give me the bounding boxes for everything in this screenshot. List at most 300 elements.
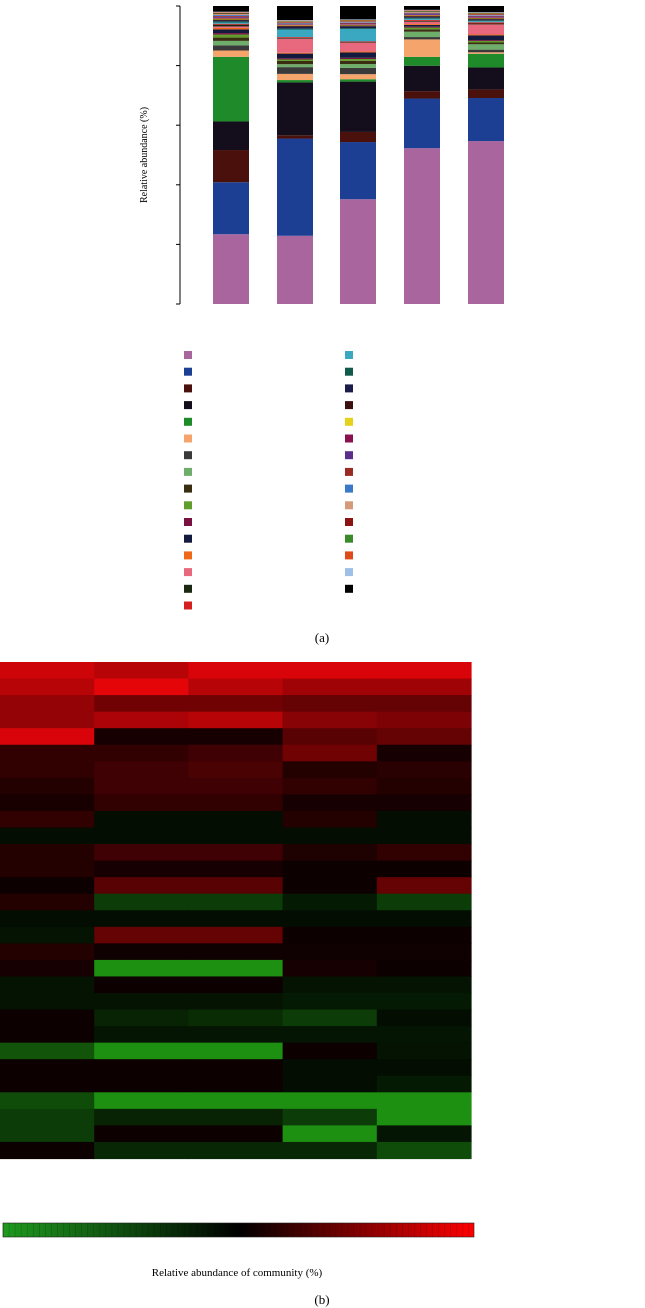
panel-label-a: (a) (314, 630, 330, 645)
bar-segment-fusobacteriaceae (468, 13, 504, 14)
heatmap-cell (188, 794, 283, 811)
bar-segment-lachnospiraceae (277, 82, 313, 135)
legend-swatch (184, 418, 192, 426)
heatmap-cell (188, 811, 283, 828)
heatmap-cell (283, 662, 378, 679)
bar-segment-prevotellaceae (340, 199, 376, 304)
heatmap-cell (377, 695, 472, 712)
bar-segment-desulfovibrionaceae (340, 61, 376, 64)
bar-segment-planococcaceae (340, 21, 376, 22)
bar-segment-planococcaceae (277, 22, 313, 23)
bar-segment-rurkholderiaceae (404, 20, 440, 21)
bar-segment-planococcaceae (213, 14, 249, 15)
heatmap-cell (94, 844, 189, 861)
bar-segment-christensenellaceae (468, 20, 504, 21)
bar-segment-tannerellaceae (277, 54, 313, 59)
legend-swatch (345, 418, 353, 426)
heatmap-cell (377, 976, 472, 993)
heatmap-cell (94, 811, 189, 828)
bar-segment-lachnospiraceae (340, 82, 376, 132)
heatmap-cell (94, 927, 189, 944)
heatmap-cell (0, 745, 95, 762)
bar-segment-p-2534-18b5-gut-group (213, 20, 249, 21)
heatmap-cell (0, 1125, 95, 1142)
bar-segment-peptostreptococcaceae (213, 28, 249, 30)
heatmap-cell (377, 728, 472, 745)
heatmap-cell (283, 1010, 378, 1027)
bar-segment-bacteroidales-rf16-group (404, 12, 440, 13)
bar-segment-deferribacteraceae (468, 13, 504, 14)
legend-swatch (184, 368, 192, 376)
colorbar-label: Relative abundance of community (%) (151, 1267, 323, 1279)
bar-segment-bifidobacteriaceae (213, 12, 249, 13)
heatmap-cell (377, 662, 472, 679)
bar-segment-eggerthellaceae (340, 24, 376, 25)
heatmap-cell (188, 728, 283, 745)
heatmap-cell (94, 993, 189, 1010)
heatmap-cell (283, 1092, 378, 1109)
bar-segment-veillonellaceae (340, 29, 376, 42)
bar-segment-family-xiii (213, 19, 249, 20)
panel-label-b: (b) (314, 1292, 330, 1307)
bar-segment-lactobacillaceae (277, 80, 313, 82)
heatmap-cell (283, 1109, 378, 1126)
bar-segment-enterobacteriaceae (340, 58, 376, 59)
heatmap-cell (94, 1142, 189, 1159)
bar-segment-tannerellaceae (404, 25, 440, 27)
heatmap-cell (283, 844, 378, 861)
bar-segment-desulfovibrionaceae (468, 43, 504, 45)
heatmap-cell (377, 712, 472, 729)
heatmap-cell (377, 993, 472, 1010)
heatmap-cell (0, 943, 95, 960)
heatmap-cells (0, 662, 472, 1159)
heatmap-cell (377, 761, 472, 778)
bar-segment-enterobacteriaceae (404, 27, 440, 28)
bar-segment-corynebacteriaceae (277, 25, 313, 26)
heatmap-cell (283, 1142, 378, 1159)
heatmap-cell (0, 877, 95, 894)
heatmap-cell (94, 679, 189, 696)
y-axis-label: Relative abundance (%) (139, 106, 150, 204)
bar-segment-lachnospiraceae (213, 121, 249, 150)
heatmap-cell (94, 1092, 189, 1109)
bar-segment-desulfovibrionaceae (404, 29, 440, 31)
heatmap-cell (283, 728, 378, 745)
heatmap-cell (283, 794, 378, 811)
bar-segment-clostridiales-vadinbb60-group (277, 23, 313, 24)
bar-segment-anaeroplasmataceae (277, 24, 313, 25)
heatmap-cell (188, 828, 283, 845)
bar-segment-muribaculaceae (340, 132, 376, 142)
bar-segment-desulfovibrionaceae (277, 61, 313, 64)
bar-segment-clostridiales-vadinbb60-group (468, 15, 504, 16)
bar-segment-clostridiaceae-1 (340, 42, 376, 43)
heatmap-cell (188, 778, 283, 795)
heatmap-cell (0, 1092, 95, 1109)
legend-swatch (184, 351, 192, 359)
bar-segment-veillonellaceae (468, 21, 504, 22)
legend-swatch (345, 501, 353, 509)
bar-segment-rikenellaceae (404, 32, 440, 37)
heatmap-cell (94, 894, 189, 911)
heatmap-cell (188, 910, 283, 927)
heatmap-cell (0, 910, 95, 927)
heatmap-cell (283, 1125, 378, 1142)
bar-segment-spirochaetaceae (468, 52, 504, 53)
heatmap-cell (188, 695, 283, 712)
bar-segment-rikenellaceae (468, 44, 504, 49)
heatmap-cell (94, 778, 189, 795)
bar-segment-anaeroplasmataceae (404, 13, 440, 14)
heatmap-cell (283, 976, 378, 993)
heatmap-cell (283, 828, 378, 845)
bar-segment-prevotellaceae (404, 148, 440, 304)
heatmap-cell (377, 1026, 472, 1043)
bar-segment-veillonellaceae (404, 19, 440, 20)
bar-segment-bifidobacteriaceae (277, 20, 313, 21)
bar-segment-other (277, 6, 313, 20)
legend-swatch (184, 518, 192, 526)
heatmap-cell (0, 861, 95, 878)
heatmap-cell (94, 960, 189, 977)
heatmap-cell (283, 679, 378, 696)
heatmap-cell (377, 943, 472, 960)
heatmap-cell (188, 927, 283, 944)
bar-segment-planococcaceae (404, 12, 440, 13)
legend-swatch (345, 551, 353, 559)
bar-segment-ruminococcaceae (277, 139, 313, 236)
heatmap-cell (377, 927, 472, 944)
heatmap-cell (94, 943, 189, 960)
heatmap-cell (283, 993, 378, 1010)
heatmap-cell (188, 1142, 283, 1159)
legend-swatch (345, 585, 353, 593)
bar-segment-bacteroidaceae (340, 68, 376, 74)
heatmap-cell (188, 1010, 283, 1027)
bar-segment-christensenellaceae (277, 29, 313, 30)
heatmap-cell (188, 943, 283, 960)
bar-segment-marinifilaceae (277, 26, 313, 27)
heatmap-cell (94, 828, 189, 845)
heatmap-cell (377, 1076, 472, 1093)
bar-segment-ruminococcaceae (404, 99, 440, 149)
heatmap-cell (188, 976, 283, 993)
legend-swatch (345, 451, 353, 459)
bar-segment-bacteroidaceae (468, 50, 504, 53)
heatmap-cell (0, 1026, 95, 1043)
heatmap-cell (94, 861, 189, 878)
heatmap-cell (0, 695, 95, 712)
heatmap-cell (94, 728, 189, 745)
bar-segment-deferribacteraceae (277, 21, 313, 22)
bar-segment-prevotellaceae (213, 234, 249, 304)
bar-segment-clostridiales-vadinbb60-group (404, 13, 440, 14)
heatmap-cell (94, 761, 189, 778)
heatmap-cell (283, 861, 378, 878)
heatmap-cell (0, 662, 95, 679)
heatmap-cell (188, 877, 283, 894)
heatmap-cell (188, 1059, 283, 1076)
heatmap-cell (283, 1076, 378, 1093)
bar-segment-p-2534-18b5-gut-group (468, 19, 504, 20)
heatmap-cell (377, 844, 472, 861)
heatmap-cell (377, 794, 472, 811)
heatmap-cell (377, 1125, 472, 1142)
legend-swatch (345, 535, 353, 543)
heatmap-cell (188, 1092, 283, 1109)
heatmap-cell (377, 1010, 472, 1027)
bar-segment-clostridiales-vadinbb60-group (213, 15, 249, 16)
heatmap-cell (94, 1043, 189, 1060)
bar-segment-bifidobacteriaceae (468, 12, 504, 13)
heatmap-cell (188, 1043, 283, 1060)
heatmap-cell (283, 1026, 378, 1043)
bar-segment-spirochaetaceae (340, 74, 376, 79)
bar-segment-christensenellaceae (340, 28, 376, 29)
heatmap-cell (283, 1059, 378, 1076)
heatmap-cell (0, 679, 95, 696)
heatmap-cell (188, 1026, 283, 1043)
bar-segment-fusobacteriaceae (340, 21, 376, 22)
bar-segment-prevotellaceae (277, 236, 313, 304)
bar-segment-fusobacteriaceae (213, 13, 249, 14)
bar-segment-anaeroplasmataceae (213, 16, 249, 17)
heatmap-cell (283, 943, 378, 960)
heatmap-cell (377, 1092, 472, 1109)
legend-swatch (184, 535, 192, 543)
heatmap-cell (94, 1076, 189, 1093)
heatmap-cell (283, 927, 378, 944)
heatmap-cell (377, 778, 472, 795)
bar-segment-marinifilaceae (404, 16, 440, 17)
heatmap-cell (94, 745, 189, 762)
heatmap-cell (94, 910, 189, 927)
bar-segment-ruminococcaceae (340, 142, 376, 199)
legend (184, 351, 353, 610)
heatmap-cell (0, 844, 95, 861)
bar-segment-anaeroplasmataceae (468, 16, 504, 17)
legend-swatch (184, 568, 192, 576)
heatmap-cell (0, 960, 95, 977)
legend-swatch (184, 401, 192, 409)
bar-segment-lactobacillaceae (340, 79, 376, 81)
bar-segment-p-2534-18b5-gut-group (277, 27, 313, 29)
heatmap-cell (94, 712, 189, 729)
heatmap-cell (0, 712, 95, 729)
bar-segment-other (468, 6, 504, 12)
legend-swatch (345, 468, 353, 476)
heatmap-cell (188, 712, 283, 729)
bar-segment-p-2534-18b5-gut-group (340, 26, 376, 28)
heatmap-cell (283, 894, 378, 911)
bar-segment-erysipelotrichaceae (404, 28, 440, 30)
bar-segment-bifidobacteriaceae (404, 10, 440, 11)
heatmap-cell (0, 728, 95, 745)
heatmap-cell (188, 1076, 283, 1093)
legend-swatch (345, 485, 353, 493)
heatmap-cell (283, 712, 378, 729)
bar-segment-enterobacteriaceae (468, 40, 504, 41)
heatmap-cell (94, 976, 189, 993)
bar-segment-peptostreptococcaceae (468, 34, 504, 35)
heatmap-cell (377, 960, 472, 977)
bar-segment-muribaculaceae (277, 135, 313, 138)
heatmap-cell (94, 695, 189, 712)
bar-segment-helicobacteraceae (404, 22, 440, 24)
heatmap-cell (377, 861, 472, 878)
heatmap-cell (188, 679, 283, 696)
bar-segment-veillonellaceae (277, 30, 313, 38)
bar-segment-muribaculaceae (404, 91, 440, 98)
heatmap-cell (188, 761, 283, 778)
bar-segment-other (213, 6, 249, 12)
heatmap-cell (188, 844, 283, 861)
bar-segment-rurkholderiaceae (340, 41, 376, 42)
heatmap-cell (377, 1043, 472, 1060)
bar-segment-p-2534-18b5-gut-group (404, 17, 440, 18)
heatmap-cell (0, 927, 95, 944)
bar-segment-bacteroidaceae (277, 67, 313, 74)
heatmap-cell (94, 794, 189, 811)
bar-segment-marinifilaceae (468, 18, 504, 19)
bar-segment-eggerthellaceae (404, 14, 440, 15)
bar-segment-fusobacteriaceae (277, 21, 313, 22)
heatmap-cell (94, 1109, 189, 1126)
bar-segment-family-xiii (277, 25, 313, 26)
bar-segment-bacteroidaceae (404, 37, 440, 39)
bar-segment-peptostreptococcaceae (340, 52, 376, 53)
bar-segment-helicobacteraceae (213, 26, 249, 28)
heatmap-cell (94, 1059, 189, 1076)
bar-segment-corynebacteriaceae (404, 15, 440, 16)
bar-segment-lactobacillaceae (213, 57, 249, 122)
bar-segment-veillonellaceae (213, 23, 249, 24)
heatmap-cell (283, 778, 378, 795)
bar-segment-eggerthellaceae (277, 24, 313, 25)
bar-segment-rurkholderiaceae (213, 24, 249, 25)
bar-segment-tannerellaceae (468, 35, 504, 40)
heatmap-cell (377, 1142, 472, 1159)
bar-segment-marinifilaceae (340, 25, 376, 26)
heatmap-cell (283, 695, 378, 712)
heatmap-cell (283, 1043, 378, 1060)
heatmap-cell (94, 877, 189, 894)
colorbar-bar (3, 1223, 474, 1237)
bar-segment-erysipelotrichaceae (213, 35, 249, 38)
bar-segment-clostridiaceae-1 (404, 21, 440, 22)
legend-swatch (184, 585, 192, 593)
heatmap-cell (188, 960, 283, 977)
legend-swatch (184, 485, 192, 493)
legend-swatch (184, 501, 192, 509)
bar-segment-eggerthellaceae (468, 16, 504, 17)
bar-segment-rikenellaceae (340, 64, 376, 68)
bar-segment-prevotellaceae (468, 141, 504, 304)
bar-segment-clostridiaceae-1 (468, 24, 504, 25)
bar-segment-bacteroidales-rf16-group (340, 22, 376, 23)
bar-segment-peptostreptococcaceae (404, 24, 440, 25)
bar-segment-rikenellaceae (213, 41, 249, 46)
legend-swatch (345, 351, 353, 359)
heatmap-cell (0, 794, 95, 811)
bar-segment-ruminococcaceae (468, 98, 504, 141)
heatmap-chart (0, 662, 474, 1307)
bar-segment-lachnospiraceae (468, 67, 504, 89)
stacked-bar-chart (139, 6, 504, 645)
bar-segment-family-xiii (468, 18, 504, 19)
bar-segment-lachnospiraceae (404, 66, 440, 91)
heatmap-cell (283, 910, 378, 927)
heatmap-cell (188, 745, 283, 762)
bar-segment-other (340, 6, 376, 19)
bar-segment-erysipelotrichaceae (340, 59, 376, 61)
bar-stacks (213, 6, 504, 304)
heatmap-cell (0, 1076, 95, 1093)
heatmap-cell (188, 1109, 283, 1126)
bar-segment-family-xiii (340, 25, 376, 26)
bar-segment-enterobacteriaceae (277, 58, 313, 59)
heatmap-cell (283, 745, 378, 762)
bar-segment-marinifilaceae (213, 20, 249, 21)
bar-segment-deferribacteraceae (404, 10, 440, 11)
heatmap-cell (377, 894, 472, 911)
bar-segment-lactobacillaceae (404, 57, 440, 66)
bar-segment-corynebacteriaceae (340, 24, 376, 25)
bar-segment-erysipelotrichaceae (277, 59, 313, 60)
bar-segment-fusobacteriaceae (404, 11, 440, 12)
bar-segment-clostridiaceae-1 (277, 38, 313, 39)
bar-segment-tannerellaceae (213, 29, 249, 33)
heatmap-cell (0, 976, 95, 993)
y-axis-ticks (176, 6, 180, 304)
bar-segment-desulfovibrionaceae (213, 38, 249, 41)
bar-segment-anaeroplasmataceae (340, 23, 376, 24)
heatmap-cell (283, 811, 378, 828)
heatmap-cell (377, 910, 472, 927)
legend-swatch (345, 368, 353, 376)
bar-segment-rikenellaceae (277, 64, 313, 67)
heatmap-cell (0, 1109, 95, 1126)
legend-swatch (345, 518, 353, 526)
heatmap-cell (283, 877, 378, 894)
bar-segment-peptostreptococcaceae (277, 53, 313, 54)
heatmap-cell (94, 1125, 189, 1142)
bar-segment-clostridiaceae-1 (213, 25, 249, 27)
bar-segment-spirochaetaceae (277, 74, 313, 80)
bar-segment-corynebacteriaceae (213, 18, 249, 19)
heatmap-cell (0, 993, 95, 1010)
heatmap-cell (0, 1142, 95, 1159)
bar-segment-bifidobacteriaceae (340, 19, 376, 20)
bar-segment-bacteroidales-rf16-group (468, 15, 504, 16)
bar-segment-corynebacteriaceae (468, 17, 504, 18)
legend-swatch (184, 551, 192, 559)
heatmap-cell (188, 993, 283, 1010)
bar-segment-christensenellaceae (213, 21, 249, 22)
bar-segment-bacteroidales-rf16-group (213, 14, 249, 15)
heatmap-cell (283, 761, 378, 778)
heatmap-cell (188, 861, 283, 878)
bar-segment-bacteroidales-rf16-group (277, 22, 313, 23)
heatmap-cell (0, 778, 95, 795)
legend-swatch (345, 435, 353, 443)
bar-segment-family-xiii (404, 15, 440, 16)
heatmap-cell (377, 877, 472, 894)
legend-swatch (184, 451, 192, 459)
heatmap-cell (377, 828, 472, 845)
bar-segment-helicobacteraceae (468, 24, 504, 34)
